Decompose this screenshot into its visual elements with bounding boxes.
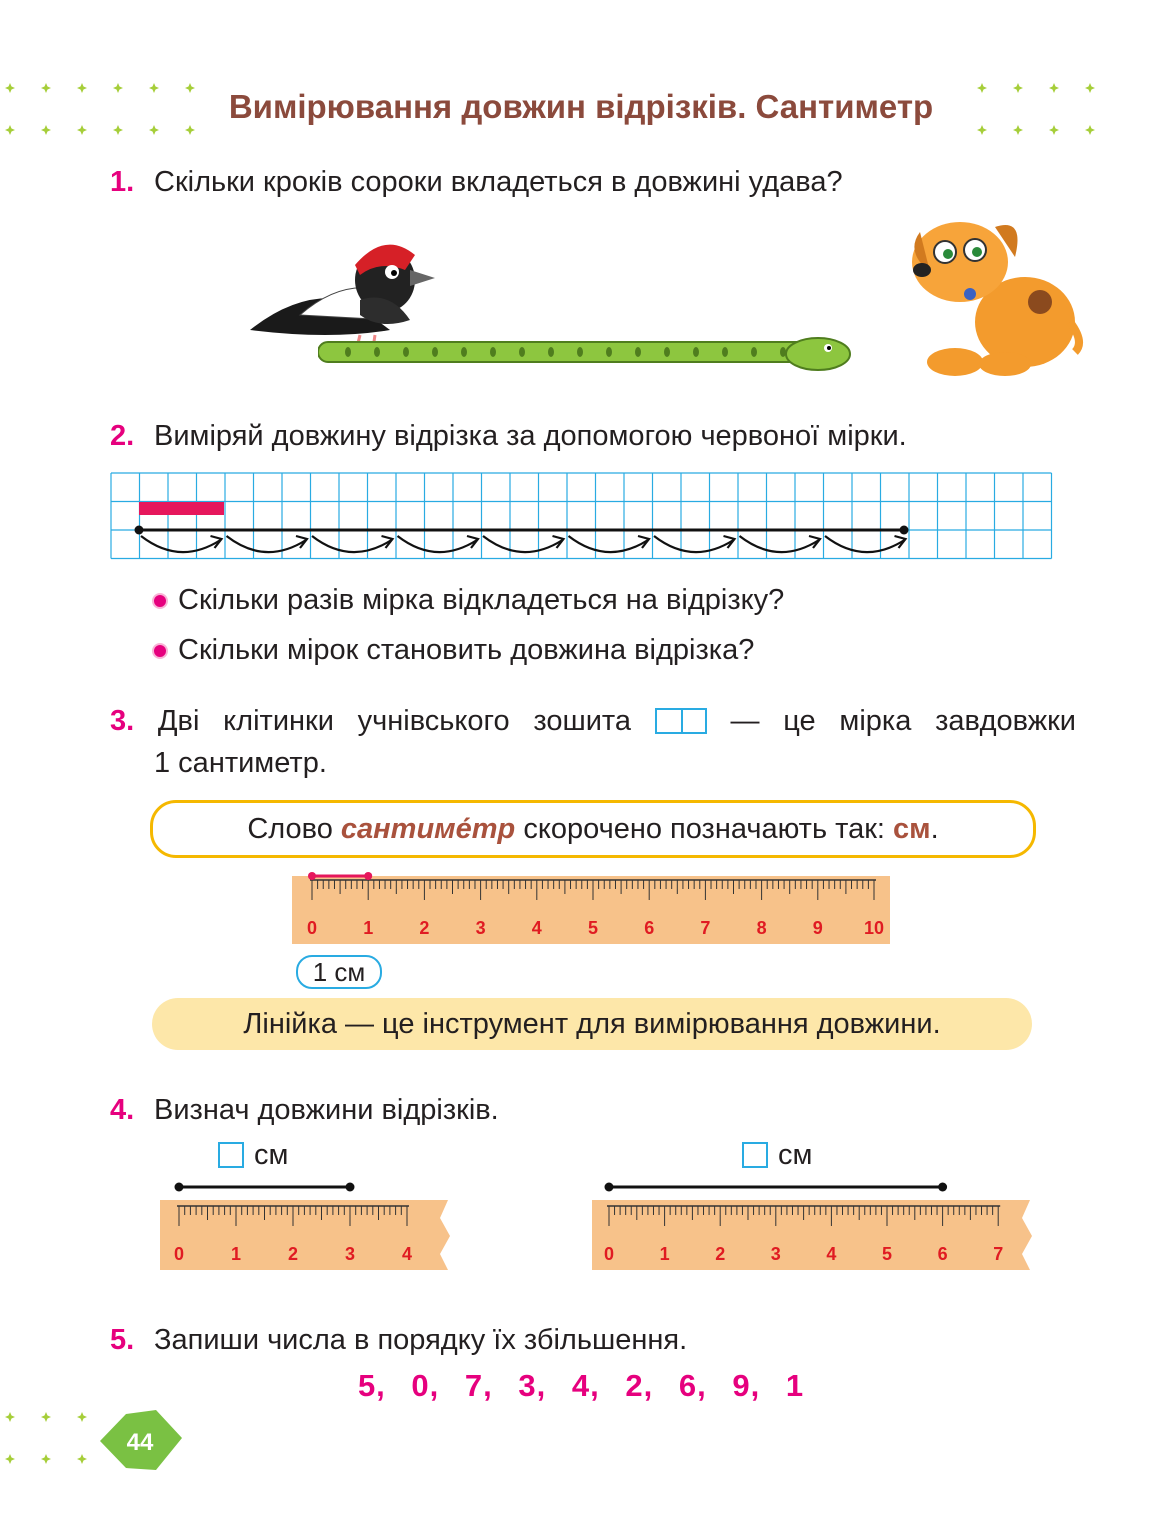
sequence-number: 5, <box>357 1368 386 1403</box>
ruler-number: 3 <box>344 1244 356 1264</box>
snake-spot <box>374 347 380 357</box>
task-word: мірка <box>839 705 912 737</box>
segment-end-point <box>900 526 909 535</box>
ruler-7cm <box>592 1178 1037 1274</box>
ruler-number: 0 <box>306 918 318 938</box>
answer-box-2[interactable] <box>742 1142 768 1168</box>
ruler-number: 4 <box>401 1244 413 1264</box>
bullet-text: Скільки мірок становить довжина відрізка? <box>178 634 755 666</box>
dot-icon <box>5 1454 15 1464</box>
unit-label: см <box>254 1139 289 1171</box>
step-arc <box>312 536 392 552</box>
dot-icon <box>1013 125 1023 135</box>
dot-icon <box>1085 125 1095 135</box>
sequence-number: 7, <box>464 1368 493 1403</box>
task-word: зошита <box>533 705 632 737</box>
task-text: Скільки кроків сороки вкладеться в довжині удава? <box>154 166 843 198</box>
ruler-number: 9 <box>812 918 823 938</box>
sequence-number: 2, <box>625 1368 654 1403</box>
ruler-definition-box: Лінійка — це інструмент для вимірювання довжини. <box>152 998 1032 1050</box>
segment-point <box>605 1183 614 1192</box>
ruler-number: 1 <box>659 1244 670 1264</box>
ruler-number: 4 <box>826 1244 837 1264</box>
dot-icon <box>149 125 159 135</box>
mark-point <box>364 872 372 880</box>
mark-point <box>308 872 316 880</box>
ruler-number: 3 <box>770 1244 781 1264</box>
snake-spot <box>693 347 699 357</box>
ruler-number: 6 <box>644 918 655 938</box>
red-measure <box>139 502 224 515</box>
question-bullet <box>152 584 784 617</box>
task-3 <box>110 700 1076 784</box>
task-5 <box>110 1322 687 1358</box>
task-word: Дві <box>157 705 200 737</box>
task-word: завдовжки <box>935 705 1076 737</box>
step-arc <box>227 536 307 552</box>
task-word: клітинки <box>223 705 334 737</box>
task-number: 2. <box>110 420 135 452</box>
task-1 <box>110 164 843 200</box>
task-2 <box>110 418 907 454</box>
ruler-10cm <box>292 870 892 946</box>
step-arc <box>654 536 734 552</box>
snake-spot <box>490 347 496 357</box>
definition-box <box>150 800 1036 858</box>
dot-icon <box>113 125 123 135</box>
dot-icon <box>41 1454 51 1464</box>
definition-text: Слово <box>247 813 341 845</box>
term-word: сантиме́тр <box>340 813 516 845</box>
dot-icon <box>41 125 51 135</box>
dot-icon <box>5 1412 15 1422</box>
snake-spot <box>403 347 409 357</box>
bullet-icon <box>152 643 168 659</box>
step-arc <box>398 536 478 552</box>
snake-spot <box>635 347 641 357</box>
task-text-line2: 1 сантиметр. <box>154 747 327 779</box>
ruler-number: 10 <box>863 918 885 938</box>
step-arc <box>141 536 221 552</box>
snake-spot <box>751 347 757 357</box>
snake-spot <box>722 347 728 357</box>
snake-spot <box>577 347 583 357</box>
snake-spot <box>664 347 670 357</box>
abbreviation: см <box>893 813 931 845</box>
page-number: 44 <box>126 1429 154 1456</box>
snake-spot <box>548 347 554 357</box>
sequence-number: 6, <box>678 1368 707 1403</box>
task-number: 3. <box>110 705 135 737</box>
task-text: Виміряй довжину відрізка за допомогою червоної мірки. <box>154 420 907 452</box>
bullet-icon <box>152 593 168 609</box>
ruler-number: 4 <box>531 918 542 938</box>
snake-spot <box>461 347 467 357</box>
ruler-number: 0 <box>173 1244 185 1264</box>
ruler-number: 2 <box>419 918 430 938</box>
step-arc <box>825 536 905 552</box>
dot-icon <box>5 125 15 135</box>
segment-point <box>175 1183 184 1192</box>
ruler-number: 1 <box>230 1244 242 1264</box>
task-text: Визнач довжини відрізків. <box>154 1094 499 1126</box>
definition-text: . <box>930 813 939 845</box>
dot-icon <box>977 125 987 135</box>
bullet-text: Скільки разів мірка відкладеться на відрізку? <box>178 584 785 616</box>
snake-spot <box>606 347 612 357</box>
ruler-number: 2 <box>715 1244 726 1264</box>
dot-icon <box>41 1412 51 1422</box>
ruler-number: 5 <box>587 918 599 938</box>
sequence-number: 3, <box>518 1368 547 1403</box>
question-bullet <box>152 634 754 667</box>
task-number: 5. <box>110 1324 135 1356</box>
dot-icon <box>185 125 195 135</box>
ruler-number: 7 <box>700 918 711 938</box>
step-arc <box>483 536 563 552</box>
ruler-number: 2 <box>287 1244 299 1264</box>
ruler-number: 0 <box>603 1244 615 1264</box>
dot-icon <box>77 125 87 135</box>
snake-spot <box>432 347 438 357</box>
sequence-number: 1 <box>785 1368 805 1403</box>
ruler-number: 3 <box>475 918 486 938</box>
snake-spot <box>780 347 786 357</box>
dot-icon <box>77 1454 87 1464</box>
number-sequence <box>0 1368 1162 1404</box>
sequence-number: 9, <box>732 1368 761 1403</box>
sequence-number: 0, <box>411 1368 440 1403</box>
task-word: учнівського <box>357 705 510 737</box>
segment-start-point <box>135 526 144 535</box>
definition-text: скорочено позначають так: <box>515 813 894 845</box>
two-cells-icon <box>655 708 707 734</box>
ruler-4cm <box>160 1178 460 1274</box>
dot-icon <box>77 1412 87 1422</box>
task-text: Запиши числа в порядку їх збільшення. <box>154 1324 688 1356</box>
ruler-number: 5 <box>881 1244 893 1264</box>
task-word: це <box>783 705 816 737</box>
segment-point <box>346 1183 355 1192</box>
task-word: — <box>730 705 760 737</box>
snake-illustration <box>318 330 858 380</box>
one-cm-label: 1 см <box>296 955 382 989</box>
segment-point <box>938 1183 947 1192</box>
task-number: 4. <box>110 1094 135 1126</box>
ruler-number: 7 <box>993 1244 1004 1264</box>
snake-spot <box>519 347 525 357</box>
ruler-number: 1 <box>363 918 374 938</box>
dot-icon <box>1049 125 1059 135</box>
measurement-grid <box>110 472 1078 562</box>
step-arc <box>740 536 820 552</box>
answer-box-1[interactable] <box>218 1142 244 1168</box>
ruler-number: 8 <box>756 918 767 938</box>
dog-illustration <box>900 212 1085 382</box>
snake-spot <box>345 347 351 357</box>
task-4 <box>110 1092 499 1128</box>
task-number: 1. <box>110 166 135 198</box>
unit-label: см <box>778 1139 813 1171</box>
page-number-badge <box>96 1408 186 1474</box>
sequence-number: 4, <box>571 1368 600 1403</box>
ruler-number: 6 <box>937 1244 948 1264</box>
step-arc <box>569 536 649 552</box>
page-title: Вимірювання довжин відрізків. Сантиметр <box>228 88 934 125</box>
